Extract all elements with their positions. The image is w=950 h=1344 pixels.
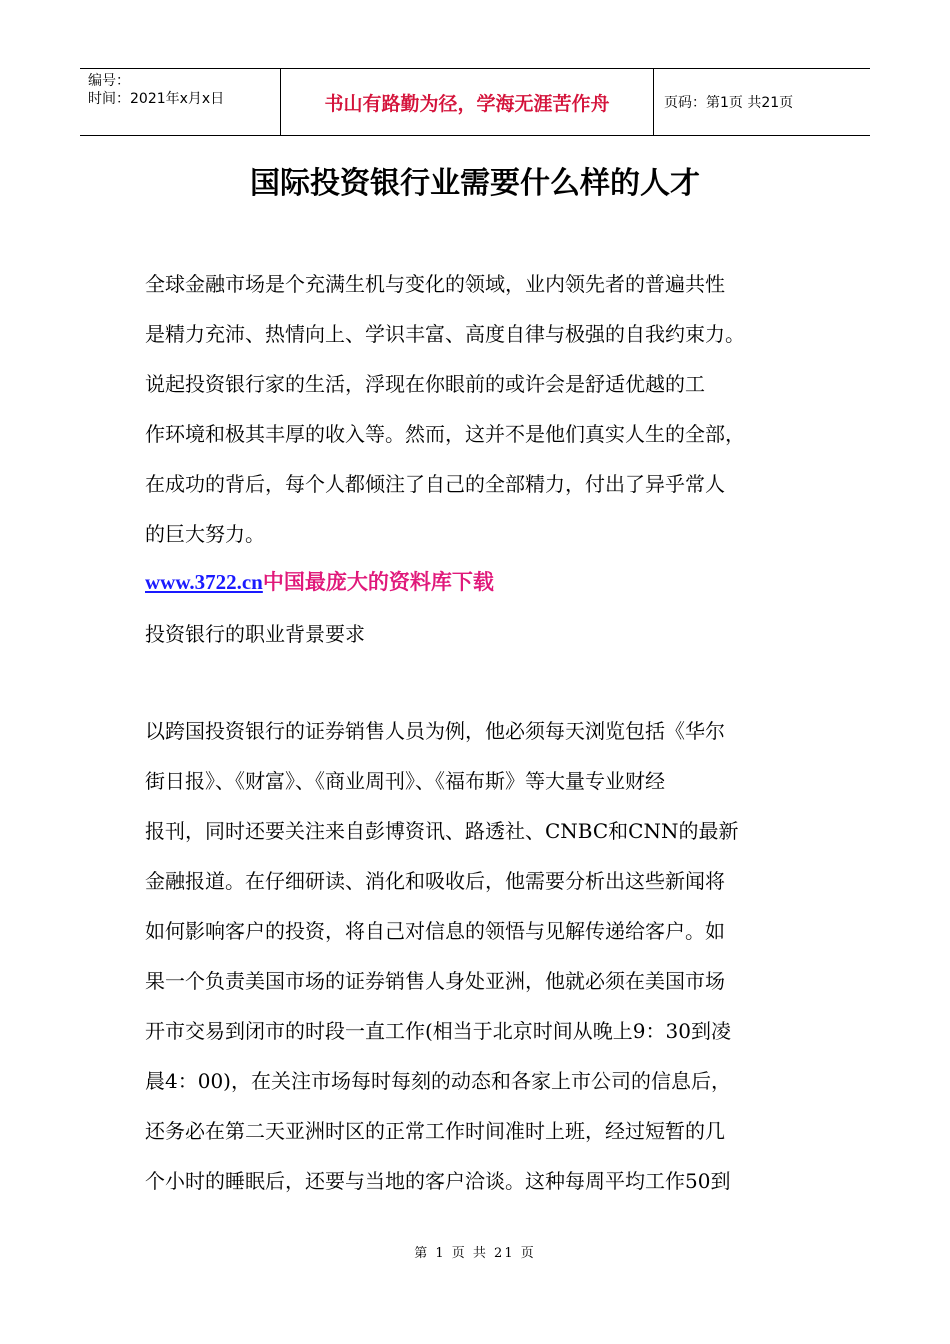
text-line: 个小时的睡眠后，还要与当地的客户洽谈。这种每周平均工作50到 [145,1169,731,1193]
text-line: 说起投资银行家的生活，浮现在你眼前的或许会是舒适优越的工 [145,372,705,396]
header-page-info: 页码：第1页 共21页 [664,95,794,111]
promo-text: 中国最庞大的资料库下载 [262,570,494,594]
promo-link-line [145,562,494,602]
page-footer: 第 1 页 共 21 页 [414,1246,536,1261]
text-line: 街日报》、《财富》、《商业周刊》、《福布斯》等大量专业财经 [145,769,665,793]
text-line: 在成功的背后，每个人都倾注了自己的全部精力，付出了异乎常人 [145,472,725,496]
time-label: 时间：2021年x月x日 [88,91,225,107]
text-line: 全球金融市场是个充满生机与变化的领域，业内领先者的普遍共性 [145,272,725,296]
intro-paragraph [145,259,825,559]
text-line: 以跨国投资银行的证券销售人员为例，他必须每天浏览包括《华尔 [145,719,725,743]
text-line: 果一个负责美国市场的证券销售人身处亚洲，他就必须在美国市场 [145,969,725,993]
section-subheading: 投资银行的职业背景要求 [145,622,365,646]
text-line: 晨4：00)，在关注市场每时每刻的动态和各家上市公司的信息后， [145,1069,731,1093]
header-meta-cell [80,69,281,135]
body-paragraph [145,706,825,1206]
page-title: 国际投资银行业需要什么样的人才 [250,166,700,201]
text-line: 作环境和极其丰厚的收入等。然而，这并不是他们真实人生的全部， [145,422,745,446]
text-line: 如何影响客户的投资，将自己对信息的领悟与见解传递给客户。如 [145,919,725,943]
text-line: 还务必在第二天亚洲时区的正常工作时间准时上班，经过短暂的几 [145,1119,725,1143]
header-motto: 书山有路勤为径，学海无涯苦作舟 [281,69,654,135]
text-line: 报刊，同时还要关注来自彭博资讯、路透社、CNBC和CNN的最新 [145,819,739,843]
text-line: 金融报道。在仔细研读、消化和吸收后，他需要分析出这些新闻将 [145,869,725,893]
text-line: 的巨大努力。 [145,522,265,546]
text-line: 开市交易到闭市的时段一直工作(相当于北京时间从晚上9：30到凌 [145,1019,731,1043]
site-link[interactable]: www.3722.cn [145,570,263,594]
serial-label: 编号： [88,73,130,89]
document-header [80,68,870,136]
text-line: 是精力充沛、热情向上、学识丰富、高度自律与极强的自我约束力。 [145,322,745,346]
